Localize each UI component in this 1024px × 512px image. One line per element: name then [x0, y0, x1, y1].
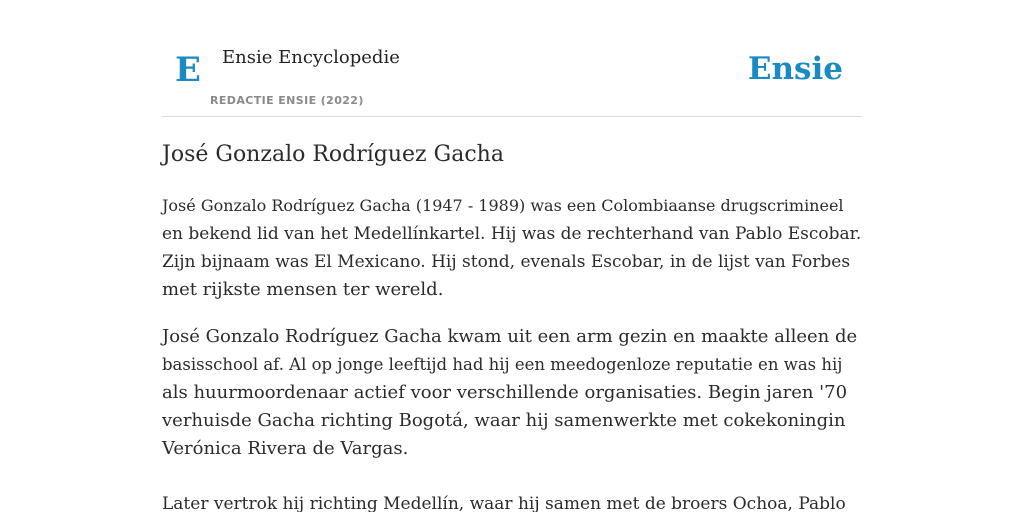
- author-byline: REDACTIE ENSIE (2022): [210, 94, 364, 107]
- paragraph-line: Zijn bijnaam was El Mexicano. Hij stond, evenals Escobar, in de lijst van Forbes: [162, 252, 851, 272]
- paragraph-line: Later vertrok hij richting Medellín, waar hij samen met de broers Ochoa, Pablo: [162, 494, 846, 512]
- paragraph-line: en bekend lid van het Medellínkartel. Hij was de rechterhand van Pablo Escobar.: [162, 224, 862, 244]
- paragraph-line: basisschool af. Al op jonge leeftijd had hij een meedogenloze reputatie en was hij: [162, 355, 843, 374]
- paragraph-line: als huurmoordenaar actief voor verschillende organisaties. Begin jaren '70: [162, 382, 848, 403]
- site-name[interactable]: Ensie Encyclopedie: [222, 47, 400, 68]
- ensie-logo-icon[interactable]: E: [175, 50, 201, 90]
- page-container: [162, 0, 862, 512]
- paragraph-line: met rijkste mensen ter wereld.: [162, 279, 444, 300]
- paragraph-line: Verónica Rivera de Vargas.: [162, 438, 409, 459]
- article-paragraph: [162, 490, 862, 512]
- paragraph-line: José Gonzalo Rodríguez Gacha (1947 - 1989) was een Colombiaanse drugscrimineel: [162, 196, 844, 215]
- site-header: [162, 0, 862, 117]
- paragraph-line: verhuisde Gacha richting Bogotá, waar hij samenwerkte met cokekoningin: [162, 410, 846, 431]
- brand-logo-link[interactable]: Ensie: [747, 51, 843, 87]
- article-paragraph: [162, 323, 862, 463]
- article-title: José Gonzalo Rodríguez Gacha: [162, 142, 504, 167]
- paragraph-line: José Gonzalo Rodríguez Gacha kwam uit een arm gezin en maakte alleen de: [162, 326, 858, 347]
- article-paragraph: [162, 192, 862, 304]
